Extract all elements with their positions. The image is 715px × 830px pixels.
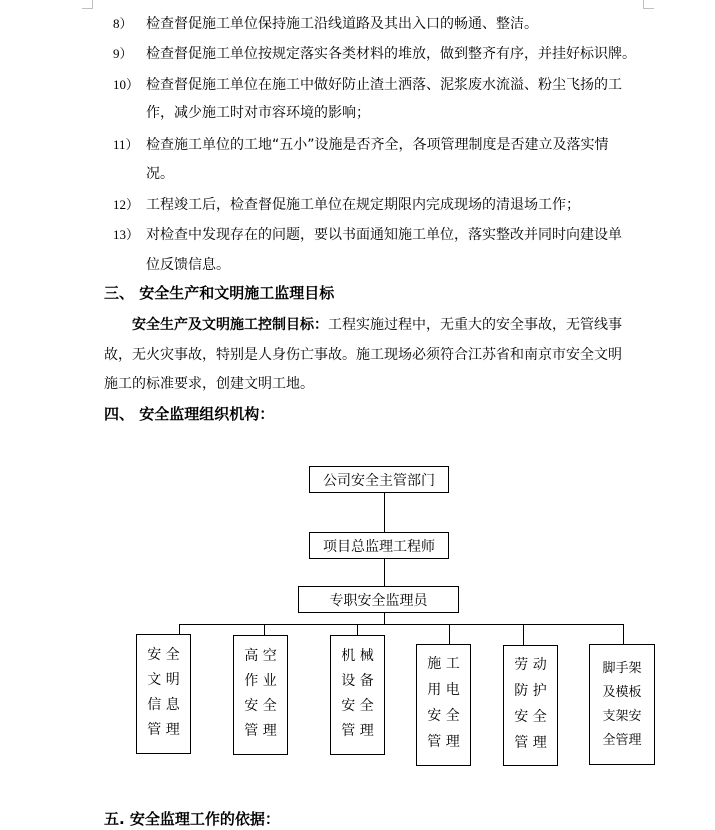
connector-line	[623, 624, 624, 644]
org-leaf-high-work	[233, 635, 288, 755]
org-leaf-line: 安 全	[427, 708, 460, 724]
list-item-text: 工程竣工后，检查督促施工单位在规定期限内完成现场的清退场工作；	[146, 197, 580, 213]
org-leaf-line: 安 全	[514, 708, 547, 725]
org-leaf-line: 安 全	[244, 698, 277, 714]
org-leaf-line: 管 理	[341, 723, 374, 739]
list-number: 10）	[113, 77, 140, 92]
org-leaf-line: 用 电	[427, 682, 460, 698]
org-leaf-line: 信 息	[147, 697, 180, 713]
org-leaf-line: 作 业	[244, 673, 277, 689]
list-item-text: 检查督促施工单位在施工中做好防止渣土洒落、泥浆废水流溢、粉尘飞扬的工	[146, 77, 622, 93]
section-3-lead: 安全生产及文明施工控制目标：	[132, 317, 328, 333]
org-leaf-scaffold	[589, 644, 655, 765]
list-item-text: 检查施工单位的工地“五小”设施是否齐全，各项管理制度是否建立及落实情	[146, 137, 609, 153]
section-3-title: 三、 安全生产和文明施工监理目标	[104, 284, 335, 302]
org-leaf-line: 脚手架	[602, 660, 642, 676]
list-number: 13）	[113, 227, 140, 242]
connector-line	[449, 624, 450, 644]
connector-line	[523, 624, 524, 645]
org-leaf-line: 管 理	[147, 722, 180, 738]
section-3-paragraph-line: 施工的标准要求，创建文明工地。	[104, 376, 314, 392]
org-leaf-line: 劳 动	[514, 656, 547, 673]
list-number: 11）	[113, 137, 139, 152]
list-item-text: 对检查中发现存在的问题，要以书面通知施工单位，落实整改并同时向建设单	[146, 227, 622, 243]
org-leaf-line: 防 护	[514, 682, 547, 699]
connector-line	[384, 612, 385, 624]
list-item-text: 检查督促施工单位按规定落实各类材料的堆放，做到整齐有序，并挂好标识牌。	[146, 46, 636, 62]
org-leaf-line: 管 理	[244, 723, 277, 739]
section-5-title: 五. 安全监理工作的依据：	[104, 810, 280, 828]
list-item-text: 检查督促施工单位保持施工沿线道路及其出入口的畅通、整洁。	[146, 16, 538, 32]
org-leaf-line: 及模板	[602, 684, 642, 700]
org-node-chief-supervisor: 项目总监理工程师	[309, 532, 449, 559]
org-leaf-line: 机 械	[341, 648, 374, 664]
org-leaf-line: 支架安	[602, 708, 642, 724]
org-leaf-line: 高 空	[244, 648, 277, 664]
org-leaf-line: 安 全	[147, 647, 180, 663]
org-leaf-line: 设 备	[341, 673, 374, 689]
org-leaf-civilized-info	[136, 634, 191, 754]
org-leaf-machinery	[330, 635, 385, 755]
list-number: 12）	[113, 197, 140, 212]
org-leaf-line: 施 工	[427, 656, 460, 672]
org-node-safety-supervisor: 专职安全监理员	[298, 586, 459, 613]
org-leaf-line: 文 明	[147, 672, 180, 688]
list-item-text: 况。	[146, 166, 174, 182]
connector-line	[384, 558, 385, 586]
list-item-text: 作，减少施工时对市容环境的影响；	[146, 105, 370, 121]
section-3-paragraph-line: 故，无火灾事故，特别是人身伤亡事故。施工现场必须符合江苏省和南京市安全文明	[104, 347, 622, 363]
page-corner-mark	[82, 0, 93, 9]
list-number: 9）	[113, 46, 133, 61]
section-3-paragraph-line	[132, 315, 622, 335]
section-3-text: 工程实施过程中，无重大的安全事故，无管线事	[328, 317, 622, 333]
list-number: 8）	[113, 16, 133, 31]
page-corner-mark	[643, 0, 654, 9]
list-item-text: 位反馈信息。	[146, 257, 230, 273]
org-leaf-electricity	[416, 644, 471, 766]
org-leaf-line: 管 理	[514, 734, 547, 751]
org-leaf-line: 全管理	[602, 732, 642, 748]
org-leaf-line: 安 全	[341, 698, 374, 714]
section-4-title: 四、 安全监理组织机构：	[104, 405, 275, 423]
org-node-company: 公司安全主管部门	[309, 466, 449, 493]
org-leaf-labor-protection	[503, 645, 558, 766]
org-leaf-line: 管 理	[427, 734, 460, 750]
connector-line	[179, 624, 624, 625]
connector-line	[384, 492, 385, 532]
